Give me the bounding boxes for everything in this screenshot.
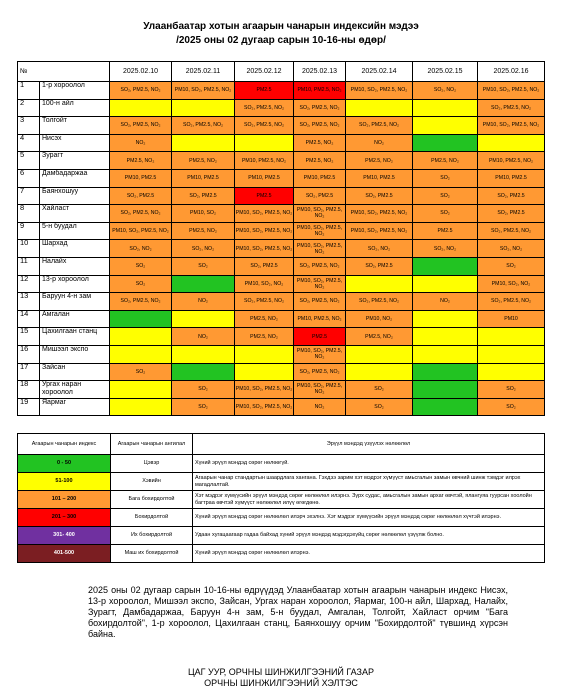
aqi-cell: SO₂, PM2.5, NO₂ (294, 257, 346, 275)
aqi-cell: PM10, PM2.5, NO₂ (235, 152, 294, 170)
aqi-cell: NO₂ (172, 328, 235, 346)
aqi-cell: PM10, PM2.5 (478, 169, 545, 187)
no-header: № (18, 62, 110, 82)
table-row (18, 310, 545, 328)
aqi-cell: NO₂ (413, 293, 478, 311)
aqi-cell (346, 99, 413, 117)
aqi-table (17, 61, 545, 416)
aqi-cell (235, 363, 294, 381)
aqi-cell (413, 99, 478, 117)
aqi-cell: SO₂ (110, 275, 172, 293)
aqi-cell: SO₂, PM2.5, NO₂ (172, 117, 235, 135)
legend-effect: Хэт мэдрэг хүмүүсийн эрүүл мэндэд сөрөг нөлөөлөл илэрнэ. Зүрх судас, амьсгалын замын архаг өвчтэй, ялангуяа гуурсан хоолойн багтраа өвчтэй хүмүүст нөлөөлөл илүү өгөгдөнө. (193, 491, 545, 509)
aqi-cell: PM10, SO₂, PM2.5, NO₂ (294, 345, 346, 363)
aqi-cell: SO₂, NO₂ (413, 82, 478, 100)
aqi-cell (413, 134, 478, 152)
aqi-cell: PM2.5 (235, 187, 294, 205)
station-name: Амгалан (40, 310, 110, 328)
aqi-cell: SO₂, PM2.5, NO₂ (346, 117, 413, 135)
table-row (18, 117, 545, 135)
aqi-cell: SO₂, PM2.5, NO₂ (294, 117, 346, 135)
table-row (18, 293, 545, 311)
aqi-cell: SO₂, NO₂ (172, 240, 235, 258)
aqi-cell: SO₂, PM2.5, NO₂ (235, 99, 294, 117)
table-row (18, 328, 545, 346)
footer-line-2: ОРЧНЫ ШИНЖИЛГЭЭНИЙ ХЭЛТЭС (204, 678, 358, 688)
legend-effect: Хүний эрүүл мэндэд сөрөг нөлөөлөл илэрнэ. (193, 545, 545, 563)
aqi-cell (172, 275, 235, 293)
table-row (18, 363, 545, 381)
aqi-cell: PM10, SO₂, PM2.5, NO₂ (235, 381, 294, 399)
aqi-cell: NO₂ (110, 134, 172, 152)
aqi-cell: PM10, PM2.5 (110, 169, 172, 187)
aqi-cell: PM2.5, NO₂ (346, 152, 413, 170)
aqi-cell: SO₂, PM2.5, NO₂ (294, 99, 346, 117)
aqi-cell: PM10, SO₂, PM2.5, NO₂ (294, 222, 346, 240)
aqi-cell (235, 134, 294, 152)
aqi-cell: SO₂ (346, 398, 413, 416)
aqi-cell: SO₂, NO₂ (346, 240, 413, 258)
date-header: 2025.02.15 (413, 62, 478, 82)
aqi-cell: PM2.5 (413, 222, 478, 240)
aqi-cell (110, 345, 172, 363)
aqi-cell (478, 328, 545, 346)
table-row (18, 205, 545, 223)
aqi-cell: SO₂, PM2.5, NO₂ (110, 117, 172, 135)
legend-header-effect: Эрүүл мэндэд үзүүлэх нөлөөлөл (193, 434, 545, 455)
legend-row (18, 473, 545, 491)
legend-grade: Их бохирдолтой (111, 527, 193, 545)
aqi-cell: SO₂, PM2.5, NO₂ (235, 293, 294, 311)
date-header: 2025.02.16 (478, 62, 545, 82)
legend-range: 101 – 200 (18, 491, 111, 509)
aqi-cell (478, 134, 545, 152)
legend-range: 401-500 (18, 545, 111, 563)
aqi-cell: SO₂, PM2.5 (478, 205, 545, 223)
legend-header-index: Агаарын чанарын индекс (18, 434, 111, 455)
aqi-cell: PM10, SO₂, PM2.5, NO₂ (346, 222, 413, 240)
row-number: 10 (18, 240, 40, 258)
station-name: Цахилгаан станц (40, 328, 110, 346)
aqi-cell: PM2.5, NO₂ (346, 328, 413, 346)
table-row (18, 187, 545, 205)
table-row (18, 134, 545, 152)
station-name: 100-н айл (40, 99, 110, 117)
aqi-cell (172, 345, 235, 363)
date-header: 2025.02.10 (110, 62, 172, 82)
row-number: 12 (18, 275, 40, 293)
row-number: 19 (18, 398, 40, 416)
aqi-cell (110, 328, 172, 346)
aqi-cell: PM10, SO₂, PM2.5, NO₂ (235, 398, 294, 416)
aqi-cell (235, 345, 294, 363)
aqi-cell: SO₂ (346, 381, 413, 399)
table-row (18, 240, 545, 258)
aqi-cell: PM10, SO₂, PM2.5, NO₂ (478, 117, 545, 135)
aqi-cell: PM10, SO₂, PM2.5, NO₂ (478, 82, 545, 100)
aqi-cell (110, 99, 172, 117)
station-name: Шархад (40, 240, 110, 258)
legend-grade: Маш их бохирдолтой (111, 545, 193, 563)
station-name: Нисэх (40, 134, 110, 152)
date-header: 2025.02.14 (346, 62, 413, 82)
aqi-cell: PM10, PM2.5, NO₂ (294, 82, 346, 100)
station-name: Хайласт (40, 205, 110, 223)
title-line-2: /2025 оны 02 дугаар сарын 10-16-ны өдөр/ (176, 35, 386, 46)
table-row (18, 345, 545, 363)
date-header: 2025.02.13 (294, 62, 346, 82)
aqi-cell: SO₂, PM2.5 (478, 187, 545, 205)
aqi-cell: PM10, SO₂, PM2.5, NO₂ (110, 222, 172, 240)
aqi-cell (110, 398, 172, 416)
aqi-cell (172, 134, 235, 152)
row-number: 7 (18, 187, 40, 205)
aqi-cell: NO₂ (172, 293, 235, 311)
aqi-cell: SO₂ (172, 398, 235, 416)
aqi-cell: PM10, SO₂, PM2.5, NO₂ (235, 222, 294, 240)
table-row (18, 398, 545, 416)
aqi-cell (413, 257, 478, 275)
aqi-cell: NO₂ (346, 134, 413, 152)
aqi-cell (478, 363, 545, 381)
aqi-cell (110, 381, 172, 399)
aqi-cell: PM10, SO₂, PM2.5, NO₂ (346, 205, 413, 223)
table-row (18, 275, 545, 293)
station-name: Мишээл экспо (40, 345, 110, 363)
station-name: Баянхошуу (40, 187, 110, 205)
aqi-cell: PM2.5, NO₂ (172, 222, 235, 240)
station-name: 5-н буудал (40, 222, 110, 240)
station-name: Толгойт (40, 117, 110, 135)
aqi-cell: PM10, PM2.5 (346, 169, 413, 187)
station-name: Яармаг (40, 398, 110, 416)
aqi-cell (413, 381, 478, 399)
aqi-cell (110, 310, 172, 328)
aqi-cell (172, 99, 235, 117)
aqi-cell: SO₂ (172, 381, 235, 399)
station-name: Баруун 4-н зам (40, 293, 110, 311)
station-name: Налайх (40, 257, 110, 275)
table-row (18, 222, 545, 240)
aqi-cell: PM10, SO₂, NO₂ (235, 275, 294, 293)
date-header: 2025.02.12 (235, 62, 294, 82)
legend-range: 201 – 300 (18, 509, 111, 527)
row-number: 3 (18, 117, 40, 135)
aqi-cell (413, 275, 478, 293)
aqi-cell (413, 363, 478, 381)
table-row (18, 152, 545, 170)
row-number: 18 (18, 381, 40, 399)
footer (0, 667, 562, 689)
aqi-cell: PM2.5, NO₂ (172, 152, 235, 170)
row-number: 8 (18, 205, 40, 223)
table-row (18, 257, 545, 275)
row-number: 17 (18, 363, 40, 381)
aqi-cell: SO₂, NO₂ (110, 240, 172, 258)
aqi-cell: SO₂, NO₂ (413, 240, 478, 258)
station-name: Дамбадаржаа (40, 169, 110, 187)
station-name: Ургах наран хороолол (40, 381, 110, 399)
aqi-cell: SO₂, PM2.5 (294, 187, 346, 205)
aqi-cell: PM10 (478, 310, 545, 328)
aqi-cell (346, 345, 413, 363)
legend-range: 0 - 50 (18, 455, 111, 473)
aqi-cell: PM2.5, NO₂ (110, 152, 172, 170)
summary-text: 2025 оны 02 дугаар сарын 10-16-ны өдрүүдэд Улаанбаатар хотын агаарын чанарын индекс Нисэх, 13-р хороолол, Мишээл экспо, Зайсан, Ургах наран хороолол, Яармаг, 100-н айл, Шархад, Налайх, Зурагт, Дамбадаржаа, Баруун 4-н зам, 5-н буудал, Амгалан, Толгойт, Хайласт орчим "Бага бохирдолтой", 1-р хороолол, Цахилгаан станц, Баянхошуу орчим "Бохирдолтой" түвшинд хүрсэн байна. (88, 585, 508, 639)
aqi-cell: SO₂ (110, 257, 172, 275)
aqi-cell: SO₂, PM2.5, NO₂ (235, 117, 294, 135)
legend-grade: Бохирдолтой (111, 509, 193, 527)
row-number: 16 (18, 345, 40, 363)
aqi-cell: SO₂ (172, 257, 235, 275)
legend-grade: Бага бохирдолтой (111, 491, 193, 509)
aqi-cell: SO₂ (110, 363, 172, 381)
aqi-cell (413, 398, 478, 416)
aqi-cell: PM10, PM2.5 (172, 169, 235, 187)
station-name: 13-р хороолол (40, 275, 110, 293)
aqi-cell: PM10, PM2.5, NO₂ (294, 310, 346, 328)
legend-header-row (18, 434, 545, 455)
aqi-cell: PM10, SO₂, NO₂ (478, 275, 545, 293)
station-name: Зурагт (40, 152, 110, 170)
aqi-cell: PM10, SO₂, PM2.5, NO₂ (294, 205, 346, 223)
row-number: 13 (18, 293, 40, 311)
aqi-cell: SO₂, PM2.5 (346, 187, 413, 205)
aqi-cell: SO₂ (478, 257, 545, 275)
legend-row (18, 509, 545, 527)
legend-range: 301- 400 (18, 527, 111, 545)
aqi-cell: SO₂, PM2.5, NO₂ (478, 222, 545, 240)
aqi-cell: PM10, SO₂, PM2.5, NO₂ (294, 240, 346, 258)
row-number: 4 (18, 134, 40, 152)
aqi-cell (413, 310, 478, 328)
legend-row (18, 527, 545, 545)
aqi-cell: PM10, PM2.5 (294, 169, 346, 187)
aqi-cell: SO₂, PM2.5, NO₂ (478, 293, 545, 311)
aqi-cell: SO₂, NO₂ (478, 240, 545, 258)
aqi-cell (346, 275, 413, 293)
aqi-cell: PM2.5, NO₂ (294, 152, 346, 170)
aqi-cell: NO₂ (294, 398, 346, 416)
legend-header-grade: Агаарын чанарын ангилал (111, 434, 193, 455)
row-number: 5 (18, 152, 40, 170)
legend-grade: Хэвийн (111, 473, 193, 491)
aqi-cell (172, 363, 235, 381)
aqi-cell: SO₂, PM2.5, NO₂ (110, 205, 172, 223)
aqi-cell: PM2.5, NO₂ (294, 134, 346, 152)
aqi-cell: SO₂, PM2.5, NO₂ (110, 82, 172, 100)
row-number: 11 (18, 257, 40, 275)
table-header-row (18, 62, 545, 82)
aqi-cell: PM2.5 (294, 328, 346, 346)
legend-range: 51-100 (18, 473, 111, 491)
aqi-cell: SO₂ (413, 187, 478, 205)
title-line-1: Улаанбаатар хотын агаарын чанарын индексийн мэдээ (143, 21, 419, 32)
aqi-cell: PM10, SO₂, PM2.5, NO₂ (346, 82, 413, 100)
footer-line-1: ЦАГ УУР, ОРЧНЫ ШИНЖИЛГЭЭНИЙ ГАЗАР (187, 667, 374, 677)
date-header: 2025.02.11 (172, 62, 235, 82)
table-row (18, 381, 545, 399)
table-row (18, 82, 545, 100)
aqi-cell (346, 363, 413, 381)
legend-row (18, 455, 545, 473)
legend-row (18, 545, 545, 563)
table-row (18, 169, 545, 187)
report-title (0, 20, 562, 48)
row-number: 14 (18, 310, 40, 328)
station-name: Зайсан (40, 363, 110, 381)
row-number: 2 (18, 99, 40, 117)
aqi-cell: PM2.5, NO₂ (413, 152, 478, 170)
aqi-cell: PM10, NO₂ (346, 310, 413, 328)
aqi-cell: PM2.5, NO₂ (235, 328, 294, 346)
aqi-cell (478, 345, 545, 363)
aqi-cell: PM10, SO₂, PM2.5, NO₂ (294, 381, 346, 399)
legend-row (18, 491, 545, 509)
aqi-cell: PM10, PM2.5, NO₂ (478, 152, 545, 170)
aqi-cell: PM10, SO₂ (172, 205, 235, 223)
aqi-cell: PM10, PM2.5 (235, 169, 294, 187)
aqi-cell: SO₂, PM2.5 (172, 187, 235, 205)
legend-effect: Агаарын чанар стандартын шаардлага хангана. Гэхдээ зарим хэт мэдрэг хүмүүст амьсгалын замын өвчний шинж тэмдэг илрэх магадлалтай. (193, 473, 545, 491)
legend-grade: Цэвэр (111, 455, 193, 473)
aqi-cell: SO₂, PM2.5 (346, 257, 413, 275)
row-number: 1 (18, 82, 40, 100)
aqi-cell: SO₂, PM2.5, NO₂ (346, 293, 413, 311)
aqi-cell: SO₂ (413, 169, 478, 187)
aqi-cell: PM10, SO₂, PM2.5, NO₂ (294, 275, 346, 293)
aqi-cell: SO₂ (478, 381, 545, 399)
legend-table (17, 433, 545, 563)
row-number: 6 (18, 169, 40, 187)
aqi-cell: SO₂, PM2.5, NO₂ (478, 99, 545, 117)
aqi-cell: PM10, SO₂, PM2.5, NO₂ (235, 240, 294, 258)
row-number: 15 (18, 328, 40, 346)
legend-effect: Хүний эрүүл мэндэд сөрөг нөлөөгүй. (193, 455, 545, 473)
aqi-cell: SO₂, PM2.5, NO₂ (294, 363, 346, 381)
aqi-cell (413, 117, 478, 135)
aqi-cell: SO₂ (413, 205, 478, 223)
row-number: 9 (18, 222, 40, 240)
aqi-cell: PM10, SO₂, PM2.5, NO₂ (235, 205, 294, 223)
legend-effect: Удаан хугацаагаар гадаа байхад хүний эрүүл мэндэд мэдэгдэхүйц сөрөг нөлөөлөл үзүүлж болно. (193, 527, 545, 545)
aqi-cell: SO₂, PM2.5, NO₂ (294, 293, 346, 311)
aqi-cell: PM2.5 (235, 82, 294, 100)
aqi-cell: SO₂, PM2.5 (110, 187, 172, 205)
aqi-cell (413, 328, 478, 346)
aqi-cell: PM10, SO₂, PM2.5, NO₂ (172, 82, 235, 100)
station-name: 1-р хороолол (40, 82, 110, 100)
aqi-cell: SO₂ (478, 398, 545, 416)
aqi-cell (172, 310, 235, 328)
table-row (18, 99, 545, 117)
legend-effect: Хүний эрүүл мэндэд сөрөг нөлөөлөл илэрч эхэлнэ. Хэт мэдрэг хүмүүсийн эрүүл мэндэд сөрөг нөлөөлөл хүчтэй илэрнэ. (193, 509, 545, 527)
aqi-cell (413, 345, 478, 363)
aqi-cell: SO₂, PM2.5, NO₂ (110, 293, 172, 311)
aqi-cell: PM2.5, NO₂ (235, 310, 294, 328)
aqi-cell: SO₂, PM2.5 (235, 257, 294, 275)
